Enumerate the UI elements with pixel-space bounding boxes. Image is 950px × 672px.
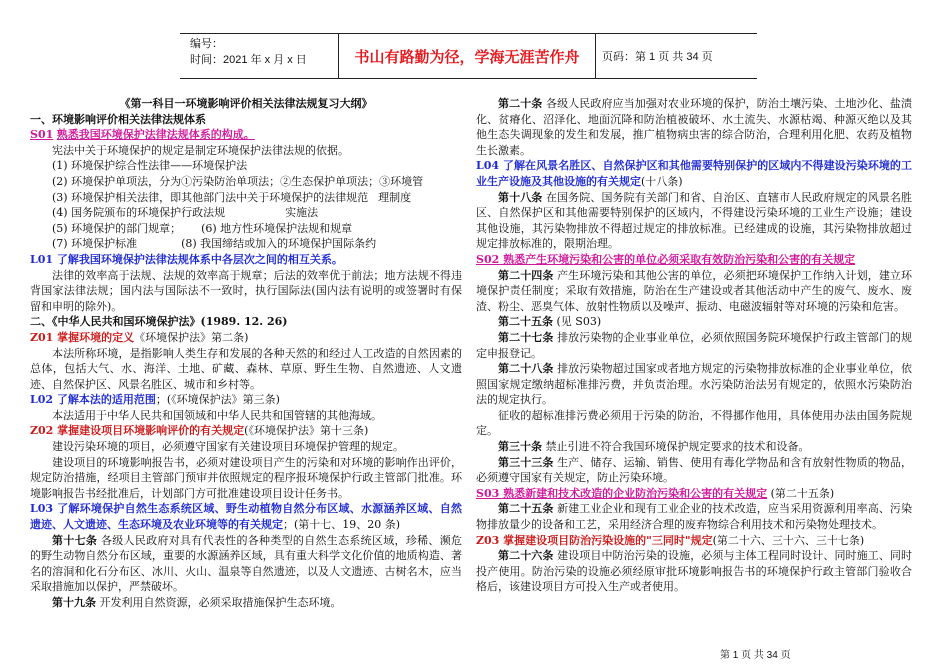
article-18-lead: 第十八条 — [498, 190, 543, 204]
article-25-ref — [476, 314, 912, 330]
header-number: 编号： — [190, 38, 223, 50]
z03-ref: (第二十六、三十六、三十七条) — [712, 533, 865, 547]
law-list-item-6: (6) 地方性环境保护法规和规章 — [201, 221, 353, 235]
l02-heading — [30, 392, 462, 408]
article-18-text: 在国务院、国务院有关部门和省、自治区、直辖市人民政府规定的风景名胜区、自然保护区和其他需要特别保护的区域内，不得建设污染环境的工业生产设施；建设其他设施，其污染物排放不得超过规定的排放标准。已经建成的设施，其污染物排放超过规定排放标准的，限期治理。 — [476, 190, 913, 251]
z01-ref: 《环境保护法》第二条) — [134, 330, 249, 344]
law-list-item-3 — [30, 190, 462, 206]
article-27-lead: 第二十七条 — [498, 330, 554, 344]
article-33-text: 生产、储存、运输、销售、使用有毒化学物品和含有放射性物质的物品，必须遵守国家有关规定，防止污染环境。 — [476, 455, 913, 485]
article-26-lead: 第二十六条 — [498, 549, 554, 563]
law-list-item-4 — [30, 205, 462, 221]
law-list-item-1: (1) 环境保护综合性法律——环境保护法 — [52, 159, 248, 173]
l02-label: L02 了解本法的适用范围 — [30, 393, 156, 407]
law-list-item-3-tail: 理制度 — [378, 190, 412, 204]
article-26-text: 建设项目中防治污染的设施，必须与主体工程同时设计、同时施工、同时投产使用。防治污染的设施必须经原审批环境影响报告书的环境保护行政主管部门验收合格后，该建设项目方可投入生产或者使用。 — [476, 549, 913, 594]
article-25-lead: 第二十五条 — [498, 315, 553, 329]
law-list-item-4-text: (4) 国务院颁布的环境保护行政法规 — [52, 206, 226, 220]
article-30-lead: 第三十条 — [498, 440, 542, 454]
s02-heading: S02 熟悉产生环境污染和公害的单位必须采取有效防治污染和公害的有关规定 — [476, 252, 856, 266]
law-list-item-5-6 — [30, 221, 462, 237]
s03-label: S03 熟悉新建和技术改造的企业防治污染和公害的有关规定 — [476, 486, 768, 500]
left-column — [30, 96, 462, 611]
article-28 — [476, 361, 912, 408]
scope-paragraph: 本法适用于中华人民共和国领域和中华人民共和国管辖的其他海域。 — [52, 408, 382, 422]
s03-heading — [476, 486, 912, 502]
article-17-text: 各级人民政府对具有代表性的各种类型的自然生态系统区域，珍稀、濒危的野生动物自然分布区域，重要的水源涵养区域，具有重大科学文化价值的地质构造、著名的溶洞和化石分布区、冰川、火山、温泉等自然遗迹，以及人文遗迹、古树名木，应当采取措施加以保护，严禁破坏。 — [30, 533, 463, 594]
l01-heading: L01 了解我国环境保护法律法规体系中各层次之间的相互关系。 — [30, 252, 343, 266]
article-17-lead: 第十七条 — [52, 533, 98, 547]
intro-paragraph: 宪法中关于环境保护的规定是制定环境保护法律法规的依据。 — [52, 143, 349, 157]
article-19 — [30, 595, 462, 611]
z02-heading — [30, 423, 462, 439]
article-25-text: (见 S03) — [556, 315, 602, 329]
page-header — [180, 33, 757, 79]
law-list-item-7-8 — [30, 236, 462, 252]
s01-text: 熟悉我国环境保护法律法规体系的构成。 — [56, 128, 255, 142]
l03-heading — [30, 501, 462, 532]
law-list-item-8: (8) 我国缔结或加入的环境保护国际条约 — [181, 237, 377, 251]
law-list-item-2: (2) 环境保护单项法，分为①污染防治单项法；②生态保护单项法；③环境管 — [52, 174, 424, 188]
article-33 — [476, 455, 912, 486]
z01-label: Z01 掌握环境的定义 — [30, 330, 135, 344]
z02-paragraph-1: 建设污染环境的项目，必须遵守国家有关建设项目环境保护管理的规定。 — [52, 440, 404, 454]
article-24-lead: 第二十四条 — [498, 268, 554, 282]
article-28-lead: 第二十八条 — [498, 362, 554, 376]
header-page-info: 页码：第 1 页 共 34 页 — [602, 51, 713, 63]
z02-ref: (《环境保护法》第十三条) — [244, 424, 369, 438]
l04-label: L04 了解在风景名胜区、自然保护区和其他需要特别保护的区域内不得建设污染环境的工业生产设施及其他设施的有关规定 — [476, 159, 912, 188]
z01-heading — [30, 330, 462, 346]
article-33-lead: 第三十三条 — [498, 455, 554, 469]
header-motto: 书山有路勤为径，学海无涯苦作舟 — [338, 34, 596, 78]
header-meta — [180, 34, 338, 78]
article-17 — [30, 533, 462, 595]
header-time: 时间：2021 年 x 月 x 日 — [190, 54, 307, 66]
z03-heading — [476, 533, 912, 549]
z03-label: Z03 掌握建设项目防治污染设施的"三同时"规定 — [476, 533, 713, 547]
article-25b-text: 新建工业企业和现有工业企业的技术改造，应当采用资源利用率高、污染物排放量少的设备和工艺，采用经济合理的废弃物综合利用技术和污染物处理技术。 — [476, 502, 913, 532]
article-19-text: 开发利用自然资源，必须采取措施保护生态环境。 — [99, 596, 342, 609]
article-20 — [476, 96, 912, 158]
article-20-lead: 第二十条 — [498, 97, 543, 110]
article-24-text: 产生环境污染和其他公害的单位，必须把环境保护工作纳入计划，建立环境保护责任制度；采取有效措施，防治在生产建设或者其他活动中产生的废气、废水、废渣、粉尘、恶臭气体、放射性物质以及噪声、振动、电磁波辐射等对环境的污染和危害。 — [476, 268, 913, 313]
doc-title: 《第一科目一环境影响评价相关法律法规复习大纲》 — [119, 97, 373, 110]
section-heading-2: 二、《中华人民共和国环境保护法》(1989. 12. 26) — [30, 315, 288, 329]
article-28-text: 排放污染物超过国家或者地方规定的污染物排放标准的企业事业单位，依照国家规定缴纳超标准排污费，并负责治理。水污染防治法另有规定的，依照水污染防治法的规定执行。 — [476, 362, 913, 407]
article-18 — [476, 190, 912, 252]
section-heading-1: 一、环境影响评价相关法律法规体系 — [30, 112, 206, 126]
law-list-item-4-tail: 实施法 — [285, 206, 319, 220]
l03-label: L03 了解环境保护自然生态系统区域、野生动植物自然分布区域、水源涵养区域、自然遗迹、人文遗迹、生态环境及农业环境等的有关规定 — [30, 502, 462, 532]
article-27 — [476, 330, 912, 361]
article-20-text: 各级人民政府应当加强对农业环境的保护，防治土壤污染、土地沙化、盐渍化、贫瘠化、沼泽化、地面沉降和防治植被破坏、水土流失、水源枯竭、种源灭绝以及其他生态失调现象的发生和发展，推广植物病虫害的综合防治，合理利用化肥、农药及植物生长激素。 — [476, 97, 913, 157]
s03-ref: (第二十五条) — [770, 486, 835, 500]
law-list-item-5: (5) 环境保护的部门规章； — [52, 221, 182, 235]
article-30 — [476, 439, 912, 455]
article-25 — [476, 501, 912, 532]
z02-paragraph-2: 建设项目的环境影响报告书，必须对建设项目产生的污染和对环境的影响作出评价，规定防治措施，经项目主管部门预审并依照规定的程序报环境保护行政主管部门批准。环境影响报告书经批准后，计划部门方可批准建设项目设计任务书。 — [30, 455, 462, 500]
law-list-item-3-text: (3) 环境保护相关法律，即其他部门法中关于环境保护的法律规范 — [52, 190, 369, 204]
l02-ref: ；(《环境保护法》第三条) — [155, 393, 280, 407]
article-30-text: 禁止引进不符合我国环境保护规定要求的技术和设备。 — [545, 440, 810, 454]
s01-code: S01 — [30, 128, 54, 142]
levy-paragraph: 征收的超标准排污费必须用于污染的防治，不得挪作他用，具体使用办法由国务院规定。 — [476, 408, 912, 438]
law-list-item-7: (7) 环境保护标准 — [52, 237, 138, 251]
s01-heading — [30, 127, 462, 143]
page-footer: 第 1 页 共 34 页 — [720, 650, 791, 661]
article-19-lead: 第十九条 — [52, 596, 96, 609]
article-27-text: 排放污染物的企业事业单位，必须依照国务院环境保护行政主管部门的规定申报登记。 — [476, 330, 913, 360]
article-24 — [476, 268, 912, 315]
l03-ref: ；(第十七、19、20 条) — [283, 518, 401, 532]
l04-ref: (十八条) — [641, 174, 683, 188]
relation-paragraph: 法律的效率高于法规、法规的效率高于规章；后法的效率优于前法；地方法规不得违背国家法律法规；国内法与国际法不一致时，执行国际法(国内法有说明的或签署时有保留和申明的除外)。 — [30, 268, 462, 313]
article-25b-lead: 第二十五条 — [498, 502, 554, 516]
l04-heading — [476, 158, 912, 189]
article-26 — [476, 548, 912, 595]
env-definition-paragraph: 本法所称环境，是指影响人类生存和发展的各种天然的和经过人工改造的自然因素的总体，包括大气、水、海洋、土地、矿藏、森林、草原、野生生物、自然遗迹、人文遗迹、自然保护区、风景名胜区、城市和乡村等。 — [30, 346, 462, 391]
z02-label: Z02 掌握建设项目环境影响评价的有关规定 — [30, 424, 245, 438]
right-column — [476, 96, 912, 595]
